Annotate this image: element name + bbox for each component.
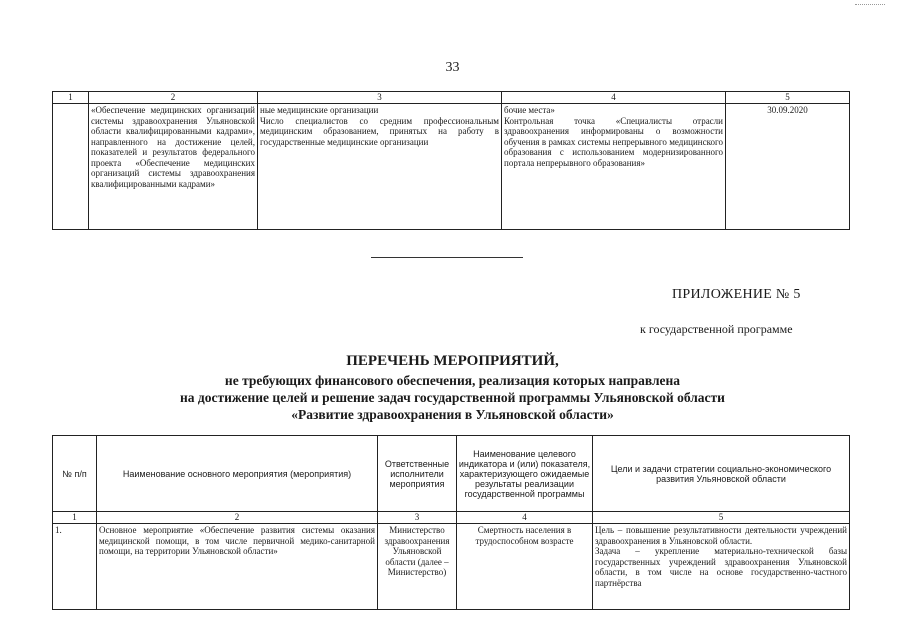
separator-line: [371, 257, 523, 258]
row-number: 1.: [53, 524, 97, 610]
cell-checkpoint-text: Контрольная точка «Специалисты отрасли здравоохранения информированы о возможности обучения в рамках системы непрерывного медицинского образования с использованием модернизированного портала непрерывного образования»: [504, 115, 723, 168]
header-measure-name: Наименование основного мероприятия (мероприятия): [97, 436, 378, 512]
document-title: ПЕРЕЧЕНЬ МЕРОПРИЯТИЙ,: [346, 353, 559, 369]
header-indicator: Наименование целевого индикатора и (или) показателя, характеризующего ожидаемые результаты реализации государственной программы: [457, 436, 593, 512]
column-numbers-row: [53, 512, 850, 524]
document-subtitle-line-1: не требующих финансового обеспечения, реализация которых направлена: [224, 373, 681, 388]
row-indicator: Смертность населения в трудоспособном возрасте: [457, 524, 593, 610]
col-header-4: 4: [502, 92, 726, 104]
header-responsible: Ответственные исполнители мероприятия: [378, 436, 457, 512]
header-num: № п/п: [53, 436, 97, 512]
header-goals: Цели и задачи стратегии социально-экономического развития Ульяновской области: [593, 436, 850, 512]
col-number-3: 3: [378, 512, 457, 524]
col-header-2: 2: [89, 92, 258, 104]
row-task: Задача – укрепление материально-технической базы государственных учреждений здравоохранения Ульяновской области, в том числе на основе государственно-частного партнёрства: [595, 546, 847, 588]
measures-header-row: [53, 436, 850, 512]
scan-edge-mark: [855, 4, 885, 9]
cell-date: 30.09.2020: [726, 104, 850, 230]
col-header-5: 5: [726, 92, 850, 104]
document-subtitle-line-3: «Развитие здравоохранения в Ульяновской области»: [291, 407, 614, 422]
col-number-5: 5: [593, 512, 850, 524]
col-header-3: 3: [258, 92, 502, 104]
col-header-1: 1: [53, 92, 89, 104]
row-goals: [593, 524, 850, 610]
cell-responsible-tail: ные медицинские организации: [260, 105, 379, 115]
col-number-1: 1: [53, 512, 97, 524]
cell-num: [53, 104, 89, 230]
measures-table: [52, 435, 850, 610]
page-number: 33: [445, 60, 460, 75]
continuation-table: [52, 91, 850, 230]
continuation-header-row: [53, 92, 850, 104]
table-row: [53, 104, 850, 230]
row-measure-name: Основное мероприятие «Обеспечение развития системы оказания медицинской помощи, в том числе первичной медико-санитарной помощи, на территории Ульяновской области»: [97, 524, 378, 610]
cell-measure-name: «Обеспечение медицинских организаций системы здравоохранения Ульяновской области квалифицированными кадрами», направленного на достижение целей, показателей и результатов федерального проекта «Обеспечение медицинских организаций системы здравоохранения квалифицированными кадрами»: [89, 104, 258, 230]
row-responsible: Министерство здравоохранения Ульяновской области (далее – Министерство): [378, 524, 457, 610]
cell-responsible: [258, 104, 502, 230]
cell-checkpoint-tail: бочие места»: [504, 105, 555, 115]
document-subtitle-line-2: на достижение целей и решение задач государственной программы Ульяновской области: [180, 390, 725, 405]
row-goal: Цель – повышение результативности деятельности учреждений здравоохранения в Ульяновской области.: [595, 525, 847, 546]
cell-indicator-text: Число специалистов со средним профессиональным медицинским образованием, принятых на работу в государственные медицинские организации: [260, 115, 499, 147]
col-number-2: 2: [97, 512, 378, 524]
appendix-label: ПРИЛОЖЕНИЕ № 5: [672, 287, 801, 302]
table-row: [53, 524, 850, 610]
col-number-4: 4: [457, 512, 593, 524]
cell-checkpoint: [502, 104, 726, 230]
appendix-subtitle: к государственной программе: [640, 322, 793, 336]
